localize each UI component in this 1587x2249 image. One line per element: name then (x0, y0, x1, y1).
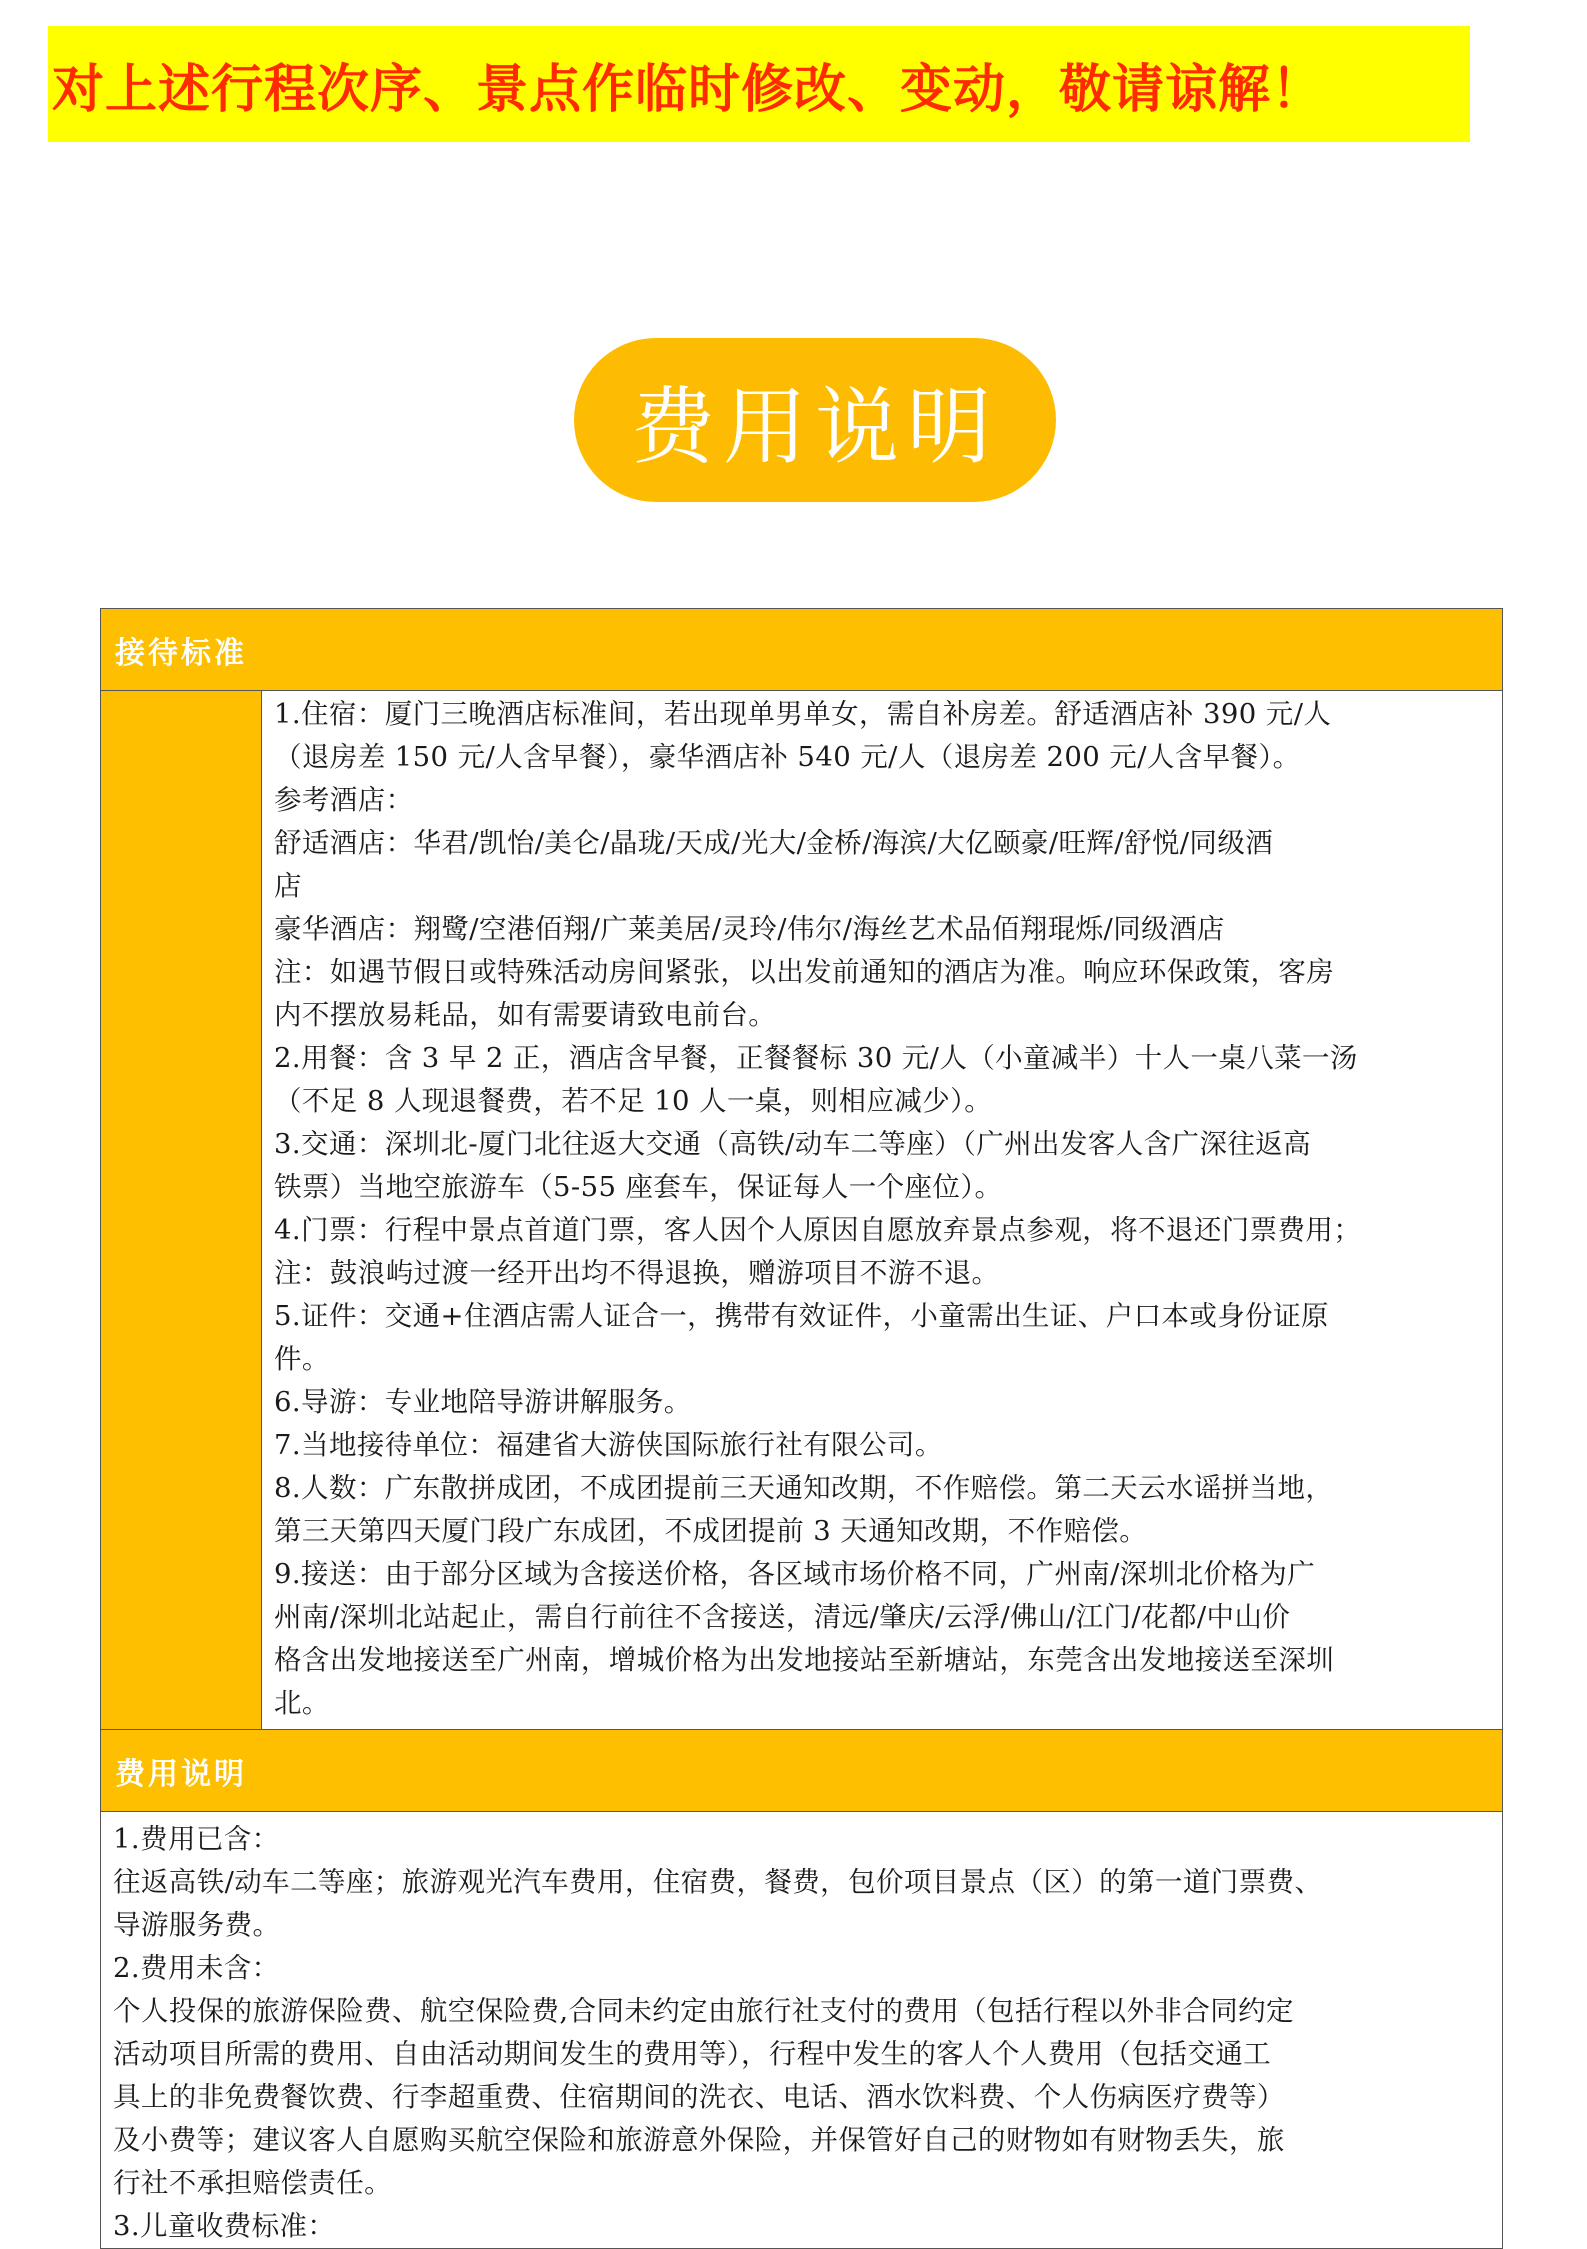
reception-text-line: 铁票）当地空旅游车（5-55 座套车，保证每人一个座位）。 (274, 1171, 1003, 1203)
fees-text-line: 2.费用未含： (113, 1952, 280, 1984)
reception-text-line: 件。 (274, 1343, 330, 1375)
fees-text-line: 导游服务费。 (113, 1909, 281, 1941)
reception-text-line: （不足 8 人现退餐费，若不足 10 人一桌，则相应减少）。 (274, 1085, 993, 1117)
reception-text-line: 注：鼓浪屿过渡一经开出均不得退换，赠游项目不游不退。 (274, 1257, 1000, 1289)
reception-text-line: 北。 (274, 1687, 330, 1719)
fees-text-line: 活动项目所需的费用、自由活动期间发生的费用等），行程中发生的客人个人费用（包括交通工 (113, 2038, 1272, 2070)
reception-text-line: 7.当地接待单位：福建省大游侠国际旅行社有限公司。 (274, 1429, 943, 1461)
fees-text-line: 3.儿童收费标准： (113, 2210, 336, 2242)
reception-text-line: 6.导游：专业地陪导游讲解服务。 (274, 1386, 692, 1418)
fees-text-line: 往返高铁/动车二等座；旅游观光汽车费用，住宿费，餐费，包价项目景点（区）的第一道门票费、 (113, 1866, 1323, 1898)
section-title: 费用说明 (630, 377, 999, 476)
reception-label-cell (101, 691, 262, 1729)
reception-text-line: 4.门票：行程中景点首道门票，客人因个人原因自愿放弃景点参观，将不退还门票费用； (274, 1214, 1362, 1246)
reception-content (262, 691, 1502, 1729)
fees-text-line: 具上的非免费餐饮费、行李超重费、住宿期间的洗衣、电话、酒水饮料费、个人伤病医疗费等） (113, 2081, 1285, 2113)
fees-text-line: 个人投保的旅游保险费、航空保险费,合同未约定由旅行社支付的费用（包括行程以外非合同约定 (113, 1995, 1294, 2027)
reception-text-line: 舒适酒店：华君/凯怡/美仑/晶珑/天成/光大/金桥/海滨/大亿颐豪/旺辉/舒悦/同级酒 (274, 827, 1274, 859)
reception-text-line: 第三天第四天厦门段广东成团，不成团提前 3 天通知改期，不作赔偿。 (274, 1515, 1148, 1547)
reception-text-line: 9.接送：由于部分区域为含接送价格，各区域市场价格不同，广州南/深圳北价格为广 (274, 1558, 1316, 1590)
info-table (100, 608, 1503, 2249)
reception-text-line: 3.交通：深圳北-厦门北往返大交通（高铁/动车二等座）（广州出发客人含广深往返高 (274, 1128, 1312, 1160)
reception-text-line: 州南/深圳北站起止，需自行前往不含接送，清远/肇庆/云浮/佛山/江门/花都/中山价 (274, 1601, 1291, 1633)
notice-text: 对上述行程次序、景点作临时修改、变动，敬请谅解！ (52, 59, 1325, 120)
fees-text-line: 1.费用已含： (113, 1823, 280, 1855)
reception-text-line: 8.人数：广东散拼成团，不成团提前三天通知改期，不作赔偿。第二天云水谣拼当地， (274, 1472, 1334, 1504)
reception-text-line: 豪华酒店：翔鹭/空港佰翔/广莱美居/灵玲/伟尔/海丝艺术品佰翔琨烁/同级酒店 (274, 913, 1225, 945)
reception-text-line: （退房差 150 元/人含早餐），豪华酒店补 540 元/人（退房差 200 元/人含早餐）。 (274, 741, 1301, 773)
fees-content (101, 1812, 1502, 2248)
section-title-pill (574, 338, 1056, 502)
reception-row (101, 691, 1502, 1730)
reception-text-line: 格含出发地接送至广州南，增城价格为出发地接站至新塘站，东莞含出发地接送至深圳 (274, 1644, 1335, 1676)
fees-text-line: 及小费等；建议客人自愿购买航空保险和旅游意外保险，并保管好自己的财物如有财物丢失，旅 (113, 2124, 1285, 2156)
fees-header (101, 1730, 1502, 1812)
reception-text-line: 店 (274, 870, 302, 902)
fees-header-label: 费用说明 (115, 1756, 247, 1792)
notice-banner (48, 26, 1470, 142)
fees-text-line: 行社不承担赔偿责任。 (113, 2167, 392, 2199)
reception-text-line: 注：如遇节假日或特殊活动房间紧张，以出发前通知的酒店为准。响应环保政策，客房 (274, 956, 1335, 988)
reception-header (101, 609, 1502, 691)
reception-text-line: 5.证件：交通+住酒店需人证合一，携带有效证件，小童需出生证、户口本或身份证原 (274, 1300, 1329, 1332)
reception-text-line: 内不摆放易耗品，如有需要请致电前台。 (274, 999, 777, 1031)
reception-text-line: 参考酒店： (274, 784, 414, 816)
reception-header-label: 接待标准 (115, 635, 247, 671)
reception-text-line: 2.用餐：含 3 早 2 正，酒店含早餐，正餐餐标 30 元/人（小童减半）十人一桌八菜一汤 (274, 1042, 1358, 1074)
reception-text-line: 1.住宿：厦门三晚酒店标准间，若出现单男单女，需自补房差。舒适酒店补 390 元/人 (274, 698, 1332, 730)
